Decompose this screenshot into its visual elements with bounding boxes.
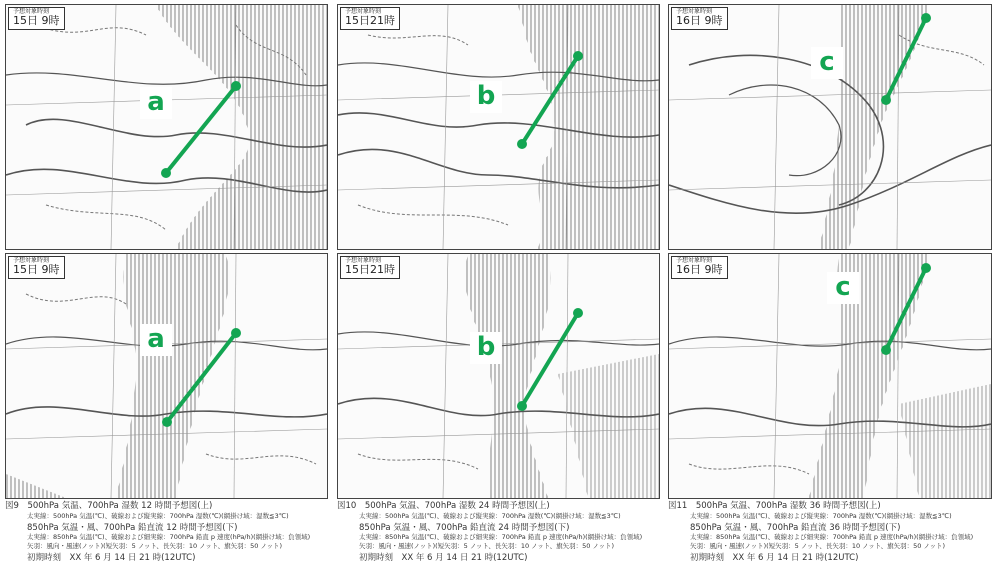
weather-map-graphic [338,254,659,498]
figure-number: 図9 [5,501,19,511]
lower-map-legend-1: 太実線：850hPa 気温(℃)、破線および細実線：700hPa 鉛直 p 速度(hPa/h)(網掛け域：負領域) [27,533,311,542]
forecast-time-box: 予想対象時刻 15日21時 [340,256,400,279]
upper-map-title: 500hPa 気温、700hPa 湿数 24 時間予想図(上) [364,501,550,511]
lower-map-legend-2: 矢羽：風向・風速(ノット)(短矢羽：5 ノット、長矢羽：10 ノット、旗矢羽：50 ノット) [690,541,946,550]
forecast-time-box: 予想対象時刻 16日 9時 [671,7,728,30]
initial-time: 初期時刻 XX 年 6 月 14 日 21 時(12UTC) [359,552,528,563]
figure-caption-10 [337,501,662,563]
upper-map-legend: 太実線：500hPa 気温(℃)、破線および縦実線：700hPa 湿数(℃)(網掛け域：湿数≦3℃) [27,511,289,520]
upper-map-legend: 太実線：500hPa 気温(℃)、破線および縦実線：700hPa 湿数(℃)(網掛け域：湿数≦3℃) [359,511,621,520]
map-panel-upper-2 [337,4,660,250]
forecast-time-box: 予想対象時刻 15日21時 [340,7,400,30]
map-panel-upper-3 [668,4,992,250]
weather-map-graphic [669,5,991,249]
upper-map-title: 500hPa 気温、700hPa 湿数 12 時間予想図(上) [27,501,213,511]
lower-map-legend-1: 太実線：850hPa 気温(℃)、破線および細実線：700hPa 鉛直 p 速度(hPa/h)(網掛け域：負領域) [690,533,974,542]
cross-section-label: a [140,324,172,356]
cross-section-label: a [140,87,172,119]
upper-map-title: 500hPa 気温、700hPa 湿数 36 時間予想図(上) [695,501,881,511]
forecast-time-box: 予想対象時刻 15日 9時 [8,7,65,30]
figure-number: 図10 [337,501,357,511]
map-panel-lower-1 [5,253,328,499]
figure-number: 図11 [668,501,688,511]
forecast-time-box: 予想対象時刻 15日 9時 [8,256,65,279]
upper-map-legend: 太実線：500hPa 気温(℃)、破線および縦実線：700hPa 湿数(℃)(網掛け域：湿数≦3℃) [690,511,952,520]
lower-map-title: 850hPa 気温・風、700hPa 鉛直流 36 時間予想図(下) [690,522,901,533]
lower-map-title: 850hPa 気温・風、700hPa 鉛直流 24 時間予想図(下) [359,522,570,533]
cross-section-label: b [470,81,502,113]
figure-caption-11 [668,501,993,563]
cross-section-label: c [827,272,859,304]
lower-map-title: 850hPa 気温・風、700hPa 鉛直流 12 時間予想図(下) [27,522,238,533]
initial-time: 初期時刻 XX 年 6 月 14 日 21 時(12UTC) [27,552,196,563]
lower-map-legend-2: 矢羽：風向・風速(ノット)(短矢羽：5 ノット、長矢羽：10 ノット、旗矢羽：50 ノット) [27,541,283,550]
figure-caption-9 [5,501,330,563]
weather-map-graphic [6,254,327,498]
weather-map-graphic [338,5,659,249]
map-panel-upper-1 [5,4,328,250]
lower-map-legend-2: 矢羽：風向・風速(ノット)(短矢羽：5 ノット、長矢羽：10 ノット、旗矢羽：50 ノット) [359,541,615,550]
cross-section-label: c [811,47,843,79]
forecast-time-box: 予想対象時刻 16日 9時 [671,256,728,279]
weather-map-graphic [6,5,327,249]
cross-section-label: b [470,332,502,364]
lower-map-legend-1: 太実線：850hPa 気温(℃)、破線および細実線：700hPa 鉛直 p 速度(hPa/h)(網掛け域：負領域) [359,533,643,542]
initial-time: 初期時刻 XX 年 6 月 14 日 21 時(12UTC) [690,552,859,563]
map-panel-lower-2 [337,253,660,499]
map-panel-lower-3 [668,253,992,499]
